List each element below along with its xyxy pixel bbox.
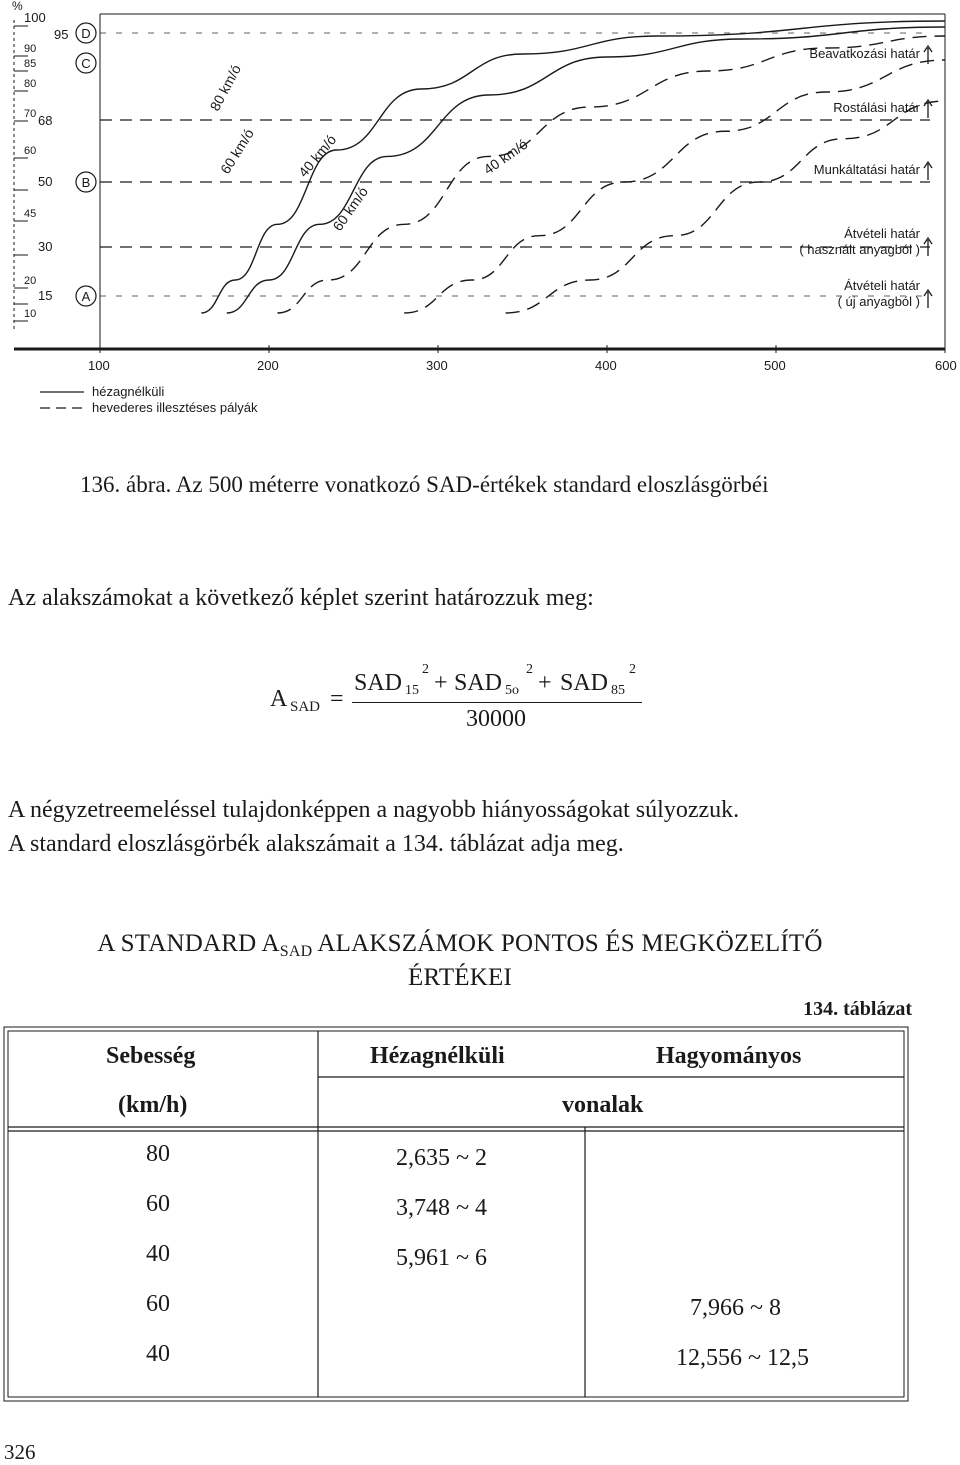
formula-term1: SAD (354, 670, 403, 696)
formula-plus1: + (434, 670, 448, 696)
formula-equals: = (330, 686, 344, 712)
table-cell: 60 (146, 1291, 170, 1317)
y-tick-label: 80 (24, 78, 37, 90)
threshold-label: Munkáltatási határ (813, 162, 920, 177)
paragraph-line-2: A standard eloszlásgörbék alakszámait a 134. táblázat adja meg. (8, 831, 624, 857)
circle-marker-label: C (81, 56, 91, 71)
table-number: 134. táblázat (803, 998, 912, 1020)
x-tick-label: 600 (935, 358, 957, 373)
threshold-label: Beavatkozási határ (809, 46, 920, 61)
paragraph-line-1: A négyzetreemeléssel tulajdonképpen a nagyobb hiányosságokat súlyozzuk. (8, 797, 740, 823)
table-cell: 60 (146, 1191, 170, 1217)
intro-text: Az alakszámokat a következő képlet szerint határozzuk meg: (8, 585, 594, 611)
threshold-sublabel: ( használt anyagból ) (799, 242, 920, 257)
formula-term3-sub: 85 (611, 683, 625, 698)
x-tick-label: 400 (595, 358, 617, 373)
fraction-bar (352, 702, 642, 703)
table-title-line-1: A STANDARD $A_{SAD}$ ALAKSZÁMOK PONTOS ÉS MEGKÖZELÍTŐ (97, 930, 823, 960)
header-sebesseg: Sebesség (106, 1043, 196, 1069)
threshold-label: Rostálási határ (833, 100, 920, 115)
x-tick-label: 300 (426, 358, 448, 373)
table-cell: 2,635 ~ 2 (396, 1145, 487, 1171)
y-unit-label: % (12, 0, 23, 13)
table-cell: 7,966 ~ 8 (690, 1295, 781, 1321)
x-tick-label: 500 (764, 358, 786, 373)
table-cell: 12,556 ~ 12,5 (676, 1345, 809, 1371)
formula-term2-sub: 5o (505, 683, 519, 698)
table-cell: 40 (146, 1241, 170, 1267)
formula-lhs-sub: SAD (290, 699, 321, 715)
threshold-label: Átvételi határ (844, 226, 920, 241)
subheader-vonalak: vonalak (562, 1092, 644, 1118)
x-tick-label: 200 (257, 358, 279, 373)
series-label: 40 km/ó (295, 131, 340, 180)
table-cell: 80 (146, 1141, 170, 1167)
header-hezagnelkuli: Hézagnélküli (370, 1043, 505, 1069)
formula-term3: SAD (560, 670, 609, 696)
y-tick-label: 45 (24, 208, 37, 220)
formula-denominator: 30000 (466, 706, 526, 732)
x-tick-label: 100 (88, 358, 110, 373)
y-tick-label-right: 95 (54, 27, 69, 42)
y-tick-label: 85 (24, 58, 37, 70)
legend-label: hézagnélküli (92, 384, 165, 399)
series-label: 80 km/ó (206, 61, 245, 114)
series-line (404, 60, 945, 313)
circle-marker-label: B (81, 175, 91, 190)
formula-term1-sub: 15 (405, 683, 419, 698)
page-number: 326 (4, 1440, 36, 1464)
header-hagyomanyos: Hagyományos (656, 1043, 802, 1069)
formula-plus2: + (538, 670, 552, 696)
table-cell: 3,748 ~ 4 (396, 1195, 487, 1221)
threshold-sublabel: ( új anyagból ) (837, 294, 920, 309)
formula (270, 662, 650, 742)
sad-distribution-chart (0, 0, 960, 430)
figure-caption: 136. ábra. Az 500 méterre vonatkozó SAD-értékek standard eloszlásgörbéi (80, 472, 769, 497)
legend-label: hevederes illesztéses pályák (92, 400, 258, 415)
y-tick-label: 10 (24, 308, 37, 320)
circle-marker-label: A (81, 289, 91, 304)
threshold-arrow (924, 290, 932, 308)
y-tick-label: 20 (24, 275, 37, 287)
formula-term2-sq: 2 (526, 662, 533, 677)
y-tick-label: 15 (38, 288, 53, 303)
table-title-line-2: ÉRTÉKEI (407, 964, 513, 991)
y-tick-label: 100 (24, 10, 46, 25)
y-tick-label: 60 (24, 145, 37, 157)
y-tick-label: 70 (24, 108, 37, 120)
threshold-label: Átvételi határ (844, 278, 920, 293)
y-tick-label: 50 (38, 174, 53, 189)
y-axis (12, 0, 68, 329)
subheader-kmh: (km/h) (118, 1092, 188, 1118)
formula-lhs: A (270, 686, 288, 712)
table-cell: 40 (146, 1341, 170, 1367)
y-tick-label: 30 (38, 239, 53, 254)
circle-marker-label: D (81, 26, 91, 41)
y-tick-label-right: 68 (38, 113, 53, 128)
threshold-arrow (924, 162, 932, 180)
y-tick-label: 90 (24, 43, 37, 55)
formula-term2: SAD (454, 670, 503, 696)
formula-term1-sq: 2 (422, 662, 429, 677)
formula-term3-sq: 2 (629, 662, 636, 677)
legend (40, 384, 258, 415)
series-label: 60 km/ó (329, 183, 372, 234)
circle-markers (76, 23, 96, 306)
table-cell: 5,961 ~ 6 (396, 1245, 487, 1271)
series-label: 40 km/ó (480, 135, 531, 178)
series-label: 60 km/ó (216, 125, 257, 177)
